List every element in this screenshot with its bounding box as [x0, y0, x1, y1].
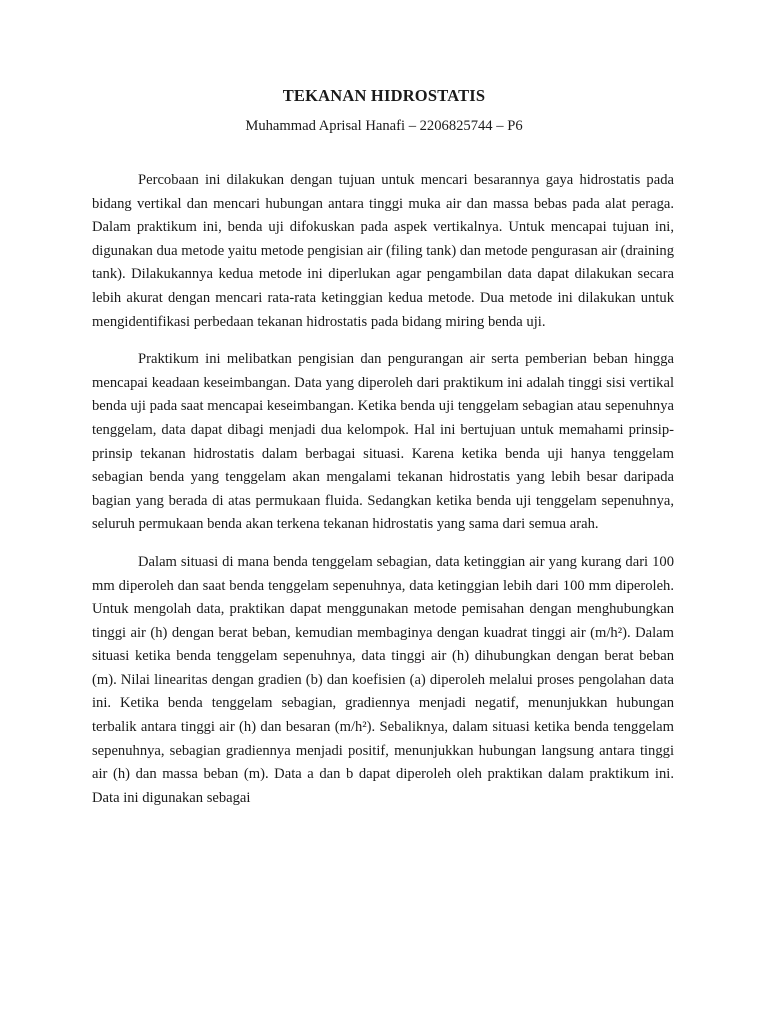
paragraph-1: Percobaan ini dilakukan dengan tujuan untuk mencari besarannya gaya hidrostatis pada bidang vertikal dan mencari hubungan antara tinggi muka air dan massa bebas pada alat peraga. Dalam praktikum ini, benda uji difokuskan pada aspek vertikalnya. Untuk mencapai tujuan ini, digunakan dua metode yaitu metode pengisian air (filing tank) dan metode pengurasan air (draining tank). Dilakukannya kedua metode ini diperlukan agar pengambilan data dapat dilakukan secara lebih akurat dengan mencari rata-rata ketinggian kedua metode. Dua metode ini dilakukan untuk mengidentifikasi perbedaan tekanan hidrostatis pada bidang miring benda uji.: [92, 172, 674, 330]
paragraph-2: Praktikum ini melibatkan pengisian dan pengurangan air serta pemberian beban hingga mencapai keadaan keseimbangan. Data yang diperoleh dari praktikum ini adalah tinggi sisi vertikal benda uji pada saat mencapai keseimbangan. Ketika benda uji tenggelam sebagian atau sepenuhnya tenggelam, data dapat dibagi menjadi dua kelompok. Hal ini bertujuan untuk memahami prinsip-prinsip tekanan hidrostatis dalam berbagai situasi. Karena ketika benda uji hanya tenggelam sebagian benda yang tenggelam akan mengalami tekanan hidrostatis yang lebih besar daripada bagian yang berada di atas permukaan fluida. Sedangkan ketika benda uji tenggelam sepenuhnya, seluruh permukaan benda akan terkena tekanan hidrostatis yang sama dari semua arah.: [92, 351, 674, 533]
author-line: Muhammad Aprisal Hanafi – 2206825744 – P6: [245, 118, 523, 134]
document-body: [92, 169, 674, 824]
document-title: TEKANAN HIDROSTATIS: [282, 86, 486, 105]
paragraph-3: Dalam situasi di mana benda tenggelam sebagian, data ketinggian air yang kurang dari 100 mm diperoleh dan saat benda tenggelam sepenuhnya, data ketinggian lebih dari 100 mm diperoleh. Untuk mengolah data, praktikan dapat menggunakan metode pemisahan dengan menghubungkan tinggi air (h) dengan berat beban, kemudian membaginya dengan kuadrat tinggi air (m/h²). Dalam situasi ketika benda tenggelam sepenuhnya, data tinggi air (h) dihubungkan dengan berat beban (m). Nilai linearitas dengan gradien (b) dan koefisien (a) diperoleh melalui proses pengolahan data ini. Ketika benda tenggelam sebagian, gradiennya menjadi negatif, menunjukkan hubungan terbalik antara tinggi air (h) dan besaran (m/h²). Sebaliknya, dalam situasi ketika benda tenggelam sepenuhnya, sebagian gradiennya menjadi positif, menunjukkan hubungan langsung antara tinggi air (h) dan massa beban (m). Data a dan b dapat diperoleh oleh praktikan dalam praktikum ini. Data ini digunakan sebagai: [92, 553, 674, 806]
